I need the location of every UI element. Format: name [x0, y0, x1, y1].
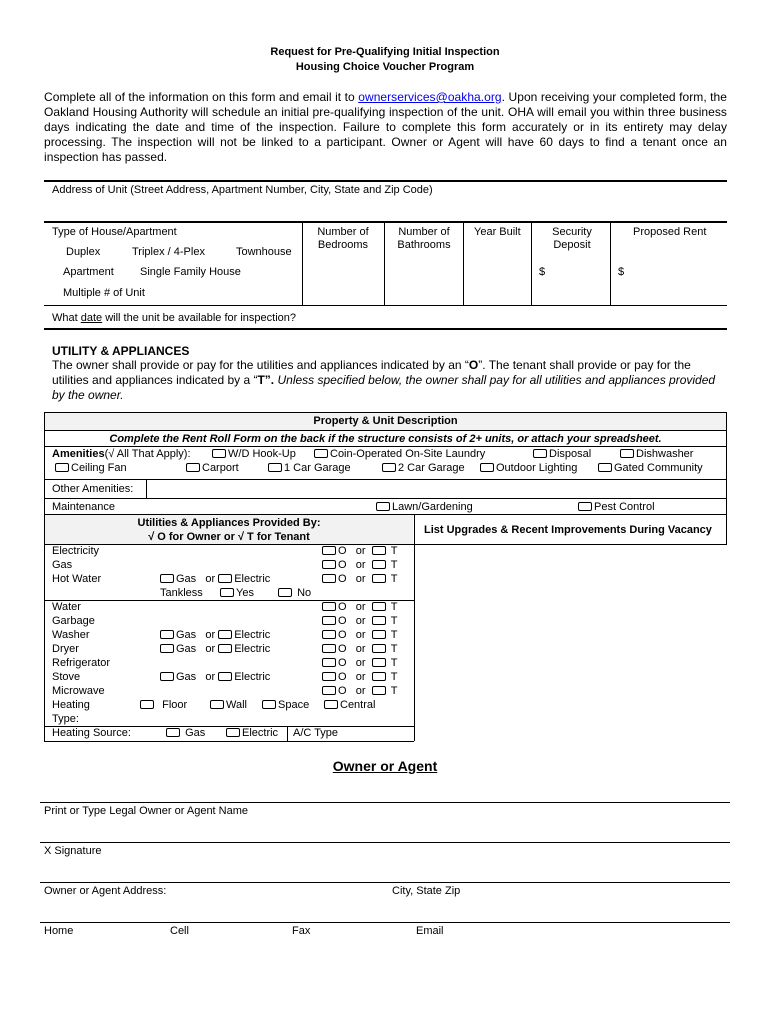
utility-label: Microwave [52, 685, 105, 697]
tenant-checkbox[interactable] [372, 644, 386, 653]
owner-checkbox[interactable] [322, 546, 336, 555]
tenant-checkbox[interactable] [372, 686, 386, 695]
multiple-units-label: Multiple # of Unit [63, 287, 145, 299]
availability-question: What date will the unit be available for inspection? [52, 312, 296, 324]
owner-tenant-selector[interactable]: O or T [322, 615, 397, 627]
disposal-option[interactable]: Disposal [533, 448, 591, 460]
form-title: Request for Pre-Qualifying Initial Inspection [270, 46, 500, 58]
carport-option[interactable]: Carport [186, 462, 239, 474]
utility-label: Washer [52, 629, 90, 641]
tenant-checkbox[interactable] [372, 546, 386, 555]
one-car-garage-option[interactable]: 1 Car Garage [268, 462, 351, 474]
address-field[interactable] [44, 198, 727, 220]
owner-tenant-selector[interactable]: O or T [322, 643, 397, 655]
owner-checkbox[interactable] [322, 658, 336, 667]
utility-label: Water [52, 601, 81, 613]
city-state-zip-label: City, State Zip [392, 885, 461, 897]
checkbox[interactable] [212, 449, 226, 458]
checkbox[interactable] [533, 449, 547, 458]
owner-address-field[interactable] [40, 860, 730, 882]
owner-tenant-selector[interactable]: O or T [322, 601, 397, 613]
owner-checkbox[interactable] [322, 574, 336, 583]
contact-field[interactable] [40, 900, 730, 922]
tenant-checkbox[interactable] [372, 602, 386, 611]
duplex-option[interactable]: Duplex [66, 246, 101, 258]
owner-agent-heading: Owner or Agent [332, 758, 438, 774]
intro-paragraph: Complete all of the information on this form and email it to ownerservices@oakha.org. Upon receiving your completed form, the Oakland Housing Authority will schedule an initial pre-qualifying inspection of the unit. OHA will email you within three business days indicating the date and time of the inspection. Failure to complete this form accurately or in its entirety may delay processing. The inspection will not be linked to a participant. Owner or Agent will have 60 days to find a tenant once an inspection has passed. [44, 90, 728, 164]
owner-tenant-selector[interactable]: O or T [322, 573, 397, 585]
tenant-checkbox[interactable] [372, 672, 386, 681]
stove-fuel-option[interactable]: Gas or Electric [160, 671, 270, 683]
tenant-checkbox[interactable] [372, 658, 386, 667]
email-link[interactable]: ownerservices@oakha.org [358, 90, 502, 104]
amenities-label: Amenities(√ All That Apply): [52, 448, 191, 460]
utility-heading: UTILITY & APPLIANCES [52, 344, 190, 358]
heating-floor-option[interactable]: Floor [140, 699, 187, 711]
unit-type-label: Type of House/Apartment [52, 226, 177, 238]
heating-type-label: Type: [52, 713, 79, 725]
dishwasher-option[interactable]: Dishwasher [620, 448, 693, 460]
ceiling-fan-option[interactable]: Ceiling Fan [55, 462, 127, 474]
tenant-checkbox[interactable] [372, 560, 386, 569]
divider [44, 221, 727, 223]
bathrooms-label: Number of Bathrooms [397, 226, 451, 251]
tenant-checkbox[interactable] [372, 630, 386, 639]
owner-tenant-selector[interactable]: O or T [322, 559, 397, 571]
owner-tenant-selector[interactable]: O or T [322, 671, 397, 683]
owner-checkbox[interactable] [322, 616, 336, 625]
hot-water-gas-option[interactable]: Gas or Electric [160, 573, 270, 585]
year-built-label: Year Built [474, 226, 521, 238]
checkbox[interactable] [268, 463, 282, 472]
single-family-option[interactable]: Single Family House [140, 266, 241, 278]
heating-source-electric-option[interactable]: Electric [226, 727, 278, 739]
checkbox[interactable] [480, 463, 494, 472]
utility-label: Electricity [52, 545, 100, 557]
owner-tenant-selector[interactable]: O or T [322, 545, 397, 557]
utilities-provided-heading: Utilities & Appliances Provided By: [137, 517, 321, 529]
email-label: Email [416, 925, 444, 937]
owner-tenant-selector[interactable]: O or T [322, 629, 397, 641]
triplex-option[interactable]: Triplex / 4-Plex [132, 246, 205, 258]
outdoor-lighting-option[interactable]: Outdoor Lighting [480, 462, 577, 474]
bedrooms-label: Number of Bedrooms [317, 226, 369, 251]
owner-name-field[interactable] [40, 780, 730, 802]
heating-space-option[interactable]: Space [262, 699, 309, 711]
fax-label: Fax [292, 925, 311, 937]
heating-label: Heating [52, 699, 90, 711]
signature-field[interactable] [40, 820, 730, 842]
signature-label: X Signature [44, 845, 102, 857]
deposit-label: Security Deposit [552, 226, 592, 251]
townhouse-option[interactable]: Townhouse [236, 246, 292, 258]
checkbox[interactable] [376, 502, 390, 511]
checkbox[interactable] [55, 463, 69, 472]
heating-source-label: Heating Source: [52, 727, 131, 739]
washer-fuel-option[interactable]: Gas or Electric [160, 629, 270, 641]
upgrades-heading: List Upgrades & Recent Improvements During Vacancy [424, 524, 712, 536]
owner-tenant-selector[interactable]: O or T [322, 657, 397, 669]
utility-label: Gas [52, 559, 73, 571]
owner-checkbox[interactable] [322, 630, 336, 639]
tankless-label: Tankless [160, 587, 203, 599]
deposit-dollar: $ [539, 266, 546, 278]
tankless-no-option[interactable]: No [278, 587, 311, 599]
other-amenities-label: Other Amenities: [52, 483, 134, 495]
tenant-checkbox[interactable] [372, 574, 386, 583]
owner-checkbox[interactable] [322, 672, 336, 681]
utility-label: Stove [52, 671, 81, 683]
other-amenities-field[interactable] [148, 481, 726, 497]
checkbox[interactable] [620, 449, 634, 458]
property-heading: Property & Unit Description [313, 415, 458, 427]
checkbox[interactable] [186, 463, 200, 472]
owner-address-label: Owner or Agent Address: [44, 885, 167, 897]
rent-label: Proposed Rent [633, 226, 707, 238]
address-label: Address of Unit (Street Address, Apartment Number, City, State and Zip Code) [52, 184, 433, 196]
rent-roll-note: Complete the Rent Roll Form on the back if the structure consists of 2+ units, or attach your spreadsheet. [109, 433, 662, 445]
rent-dollar: $ [618, 266, 625, 278]
owner-checkbox[interactable] [322, 560, 336, 569]
owner-checkbox[interactable] [322, 644, 336, 653]
ac-type-label: A/C Type [293, 727, 339, 739]
two-car-garage-option[interactable]: 2 Car Garage [382, 462, 465, 474]
utility-instructions: The owner shall provide or pay for the utilities and appliances indicated by an “O”. The tenant shall provide or pay for the utilities and appliances indicated by a “T”. Unless specified below, the owner shall pay for all utilities and appliances provided by the owner. [52, 358, 716, 402]
checkbox[interactable] [382, 463, 396, 472]
heating-source-gas-option[interactable]: Gas [166, 727, 205, 739]
cell-phone-label: Cell [170, 925, 189, 937]
pest-control-option[interactable]: Pest Control [578, 501, 655, 513]
heating-central-option[interactable]: Central [324, 699, 375, 711]
dryer-fuel-option[interactable]: Gas or Electric [160, 643, 270, 655]
form-subtitle: Housing Choice Voucher Program [295, 61, 475, 73]
gated-community-option[interactable]: Gated Community [598, 462, 703, 474]
maintenance-label: Maintenance [52, 501, 115, 513]
utility-label: Hot Water [52, 573, 102, 585]
owner-checkbox[interactable] [322, 602, 336, 611]
divider [44, 180, 727, 182]
owner-tenant-selector[interactable]: O or T [322, 685, 397, 697]
utility-label: Dryer [52, 643, 79, 655]
utility-label: Garbage [52, 615, 95, 627]
home-phone-label: Home [44, 925, 74, 937]
tenant-checkbox[interactable] [372, 616, 386, 625]
tankless-yes-option[interactable]: Yes [220, 587, 254, 599]
owner-name-label: Print or Type Legal Owner or Agent Name [44, 805, 249, 817]
checkbox[interactable] [314, 449, 328, 458]
wd-hookup-option[interactable]: W/D Hook-Up [212, 448, 296, 460]
utilities-owner-tenant-key: √ O for Owner or √ T for Tenant [148, 531, 310, 543]
utility-label: Refrigerator [52, 657, 111, 669]
owner-checkbox[interactable] [322, 686, 336, 695]
heating-wall-option[interactable]: Wall [210, 699, 247, 711]
coin-laundry-option[interactable]: Coin-Operated On-Site Laundry [314, 448, 485, 460]
checkbox[interactable] [598, 463, 612, 472]
checkbox[interactable] [578, 502, 592, 511]
apartment-option[interactable]: Apartment [63, 266, 114, 278]
lawn-gardening-option[interactable]: Lawn/Gardening [376, 501, 473, 513]
